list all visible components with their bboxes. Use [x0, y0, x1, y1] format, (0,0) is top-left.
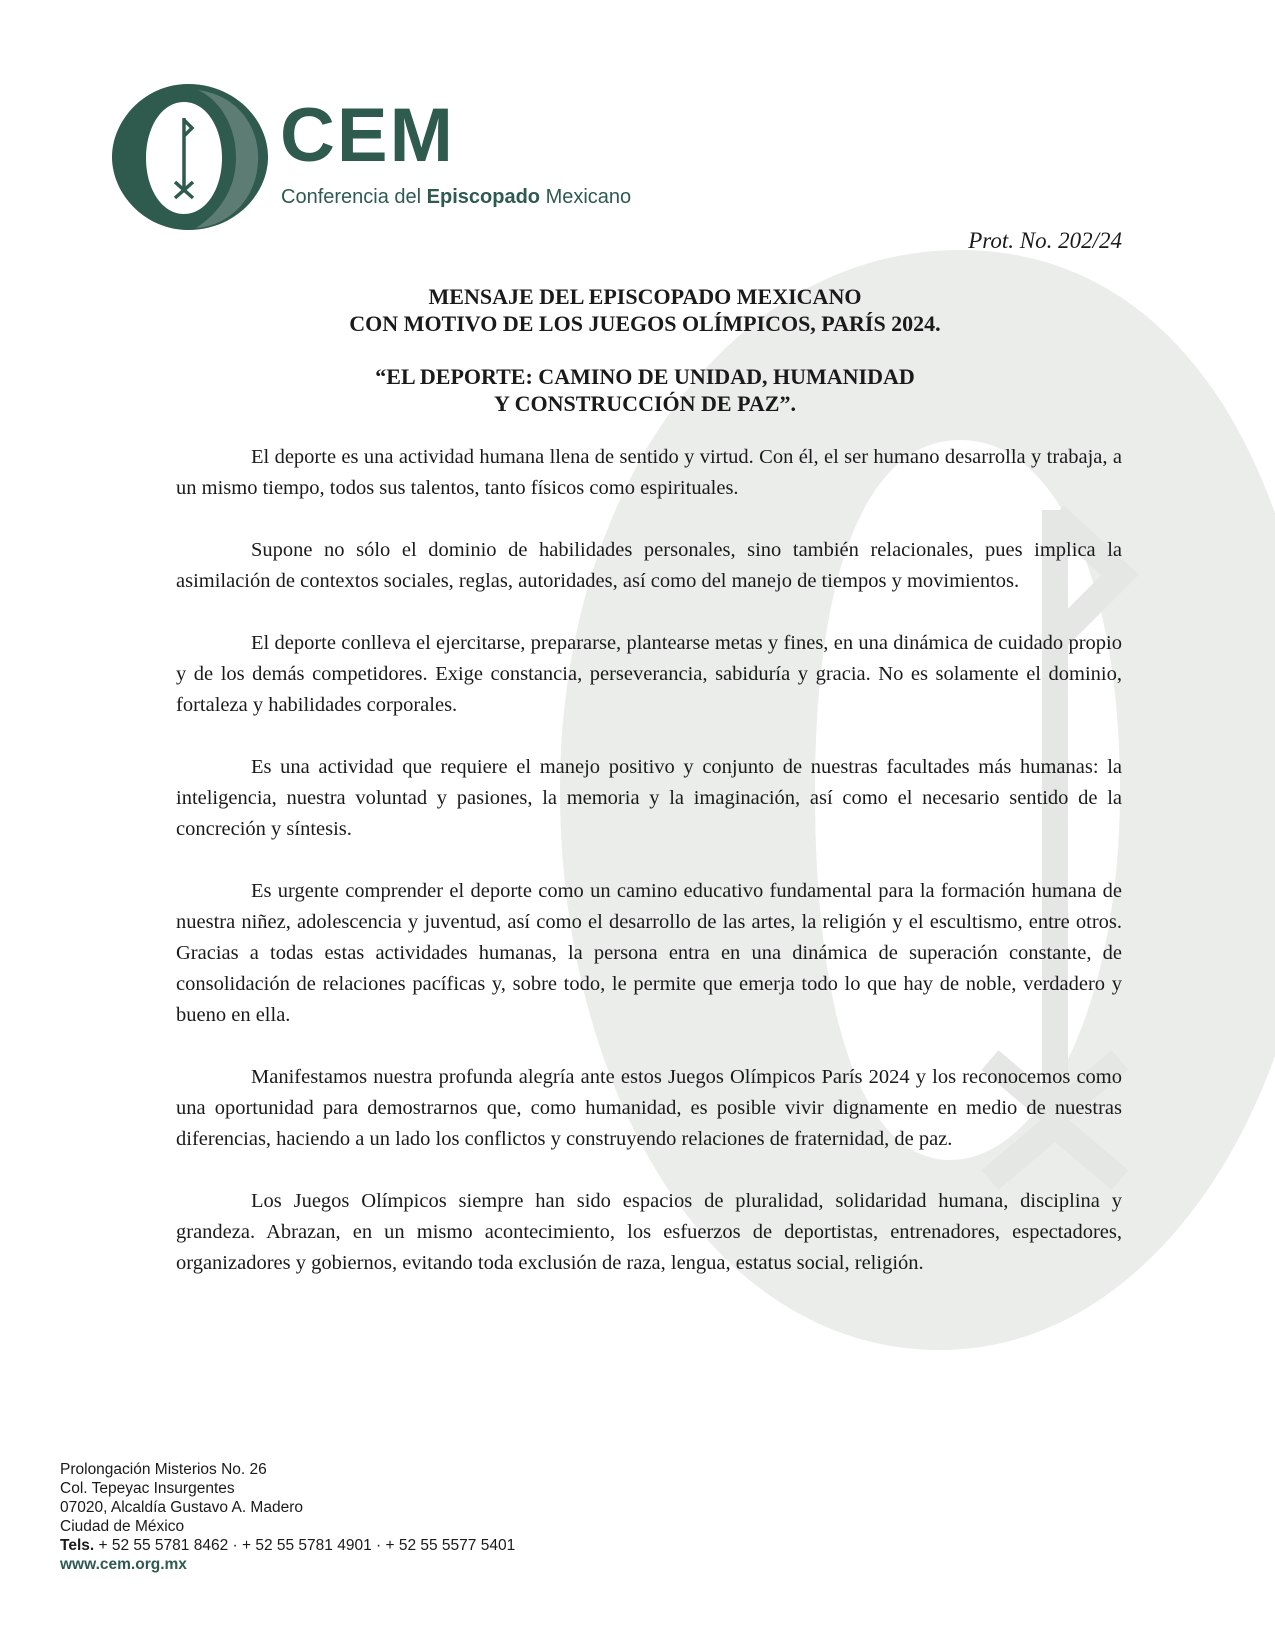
paragraph: Es urgente comprender el deporte como un camino educativo fundamental para la formación humana de nuestra niñez, adolescencia y juventud, así como el desarrollo de las artes, la religión y el escultismo, entre otros. Gracias a todas estas actividades humanas, la persona entra en una dinámica de superación constante, de consolidación de relaciones pacíficas y, sobre todo, le permite que emerja todo lo que hay de noble, verdadero y bueno en ella. — [176, 880, 1122, 1026]
paragraph: El deporte es una actividad humana llena de sentido y virtud. Con él, el ser humano desarrolla y trabaja, a un mismo tiempo, todos sus talentos, tanto físicos como espirituales. — [176, 446, 1122, 499]
document-subtitle — [168, 363, 1122, 417]
phone-numbers: + 52 55 5781 8462 · + 52 55 5781 4901 · + 52 55 5577 5401 — [94, 1537, 516, 1554]
message-body — [176, 442, 1122, 1310]
address-line: 07020, Alcaldía Gustavo A. Madero — [60, 1499, 303, 1516]
subtitle-line-2: Y CONSTRUCCIÓN DE PAZ”. — [494, 391, 796, 416]
cem-logo-emblem — [110, 82, 270, 232]
title-line-1: MENSAJE DEL EPISCOPADO MEXICANO — [428, 284, 862, 309]
paragraph: Los Juegos Olímpicos siempre han sido espacios de pluralidad, solidaridad humana, disciplina y grandeza. Abrazan, en un mismo acontecimiento, los esfuerzos de deportistas, entrenadores, espectadores, organizadores y gobiernos, evitando toda exclusión de raza, lengua, estatus social, religión. — [176, 1190, 1122, 1274]
logo-wordmark: CEM — [280, 93, 455, 178]
website-link[interactable]: www.cem.org.mx — [60, 1556, 187, 1573]
paragraph: Es una actividad que requiere el manejo positivo y conjunto de nuestras facultades más humanas: la inteligencia, nuestra voluntad y pasiones, la memoria y la imaginación, así como el necesario sentido de la concreción y síntesis. — [176, 756, 1122, 840]
logo-subtitle-post: Mexicano — [545, 186, 632, 208]
title-line-2: CON MOTIVO DE LOS JUEGOS OLÍMPICOS, PARÍS 2024. — [349, 311, 941, 336]
logo-subtitle — [281, 185, 631, 209]
logo-subtitle-bold: Episcopado — [426, 186, 541, 208]
phone-label: Tels. — [60, 1537, 95, 1554]
paragraph: El deporte conlleva el ejercitarse, prepararse, plantearse metas y fines, en una dinámica de cuidado propio y de los demás competidores. Exige constancia, perseverancia, sabiduría y gracia. No es solamente el dominio, fortaleza y habilidades corporales. — [176, 632, 1122, 716]
phone-line — [60, 1536, 515, 1555]
address-line: Prolongación Misterios No. 26 — [60, 1461, 267, 1478]
logo-subtitle-pre: Conferencia del — [281, 186, 422, 208]
paragraph: Manifestamos nuestra profunda alegría ante estos Juegos Olímpicos París 2024 y los reconocemos como una oportunidad para demostrarnos que, como humanidad, es posible vivir dignamente en medio de nuestras diferencias, haciendo a un lado los conflictos y construyendo relaciones de fraternidad, de paz. — [176, 1066, 1122, 1150]
footer-contact — [60, 1460, 515, 1574]
address-line: Ciudad de México — [60, 1518, 185, 1535]
paragraph: Supone no sólo el dominio de habilidades personales, sino también relacionales, pues implica la asimilación de contextos sociales, reglas, autoridades, así como del manejo de tiempos y movimientos. — [176, 539, 1122, 592]
subtitle-line-1: “EL DEPORTE: CAMINO DE UNIDAD, HUMANIDAD — [375, 364, 915, 389]
protocol-number: Prot. No. 202/24 — [968, 228, 1122, 253]
document-title — [168, 283, 1122, 337]
address-line: Col. Tepeyac Insurgentes — [60, 1480, 235, 1497]
